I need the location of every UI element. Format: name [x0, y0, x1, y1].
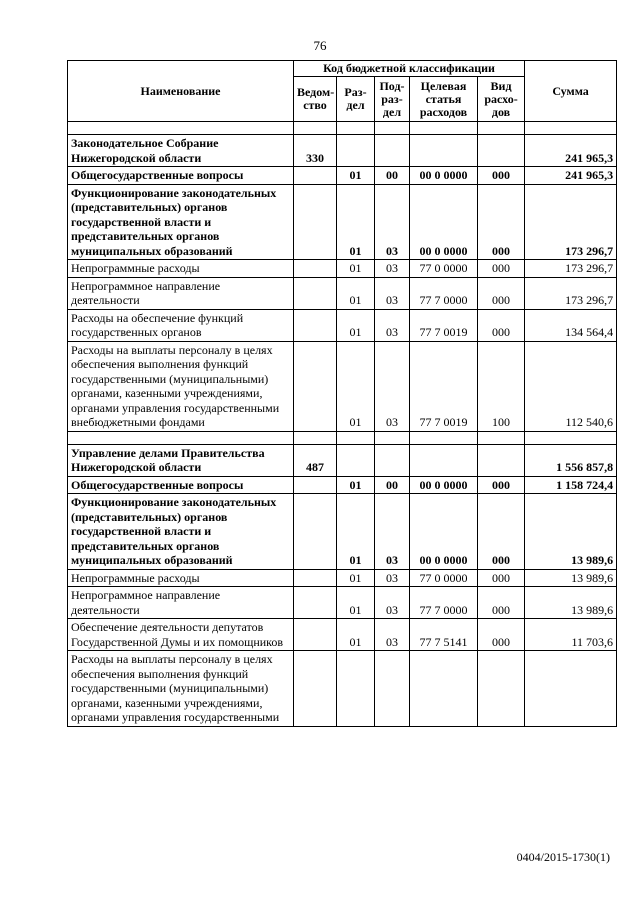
- row-name: Обеспечение деятельности депутатов Государственной Думы и их помощников: [68, 619, 294, 651]
- row-razdel: 01: [337, 619, 375, 651]
- spacer-cell: [375, 122, 410, 135]
- row-celevaya: 77 7 5141: [410, 619, 478, 651]
- row-summa: 173 296,7: [525, 184, 617, 260]
- table-row: [68, 184, 617, 260]
- row-name: Функционирование законодательных (представительных) органов государственной власти и представительных органов муниципальных образований: [68, 494, 294, 570]
- row-razdel: [337, 135, 375, 167]
- row-vedomstvo: 487: [294, 444, 337, 476]
- row-summa: [525, 651, 617, 727]
- row-razdel: 01: [337, 167, 375, 185]
- row-razdel: 01: [337, 309, 375, 341]
- row-podrazdel: [375, 444, 410, 476]
- row-vid: 000: [478, 494, 525, 570]
- header-name: Наименование: [68, 61, 294, 122]
- row-vid: 000: [478, 309, 525, 341]
- row-vid: [478, 444, 525, 476]
- row-podrazdel: 03: [375, 619, 410, 651]
- page-number: 76: [313, 38, 327, 53]
- row-name: Законодательное Собрание Нижегородской области: [68, 135, 294, 167]
- row-name: Общегосударственные вопросы: [68, 167, 294, 185]
- row-vedomstvo: 330: [294, 135, 337, 167]
- row-podrazdel: 03: [375, 184, 410, 260]
- spacer-cell: [337, 122, 375, 135]
- row-razdel: 01: [337, 587, 375, 619]
- row-summa: 13 989,6: [525, 587, 617, 619]
- row-celevaya: 00 0 0000: [410, 184, 478, 260]
- row-vedomstvo: [294, 184, 337, 260]
- row-summa: 241 965,3: [525, 167, 617, 185]
- row-vedomstvo: [294, 341, 337, 431]
- spacer-cell: [68, 122, 294, 135]
- row-vid: [478, 135, 525, 167]
- row-vedomstvo: [294, 476, 337, 494]
- row-name: Непрограммное направление деятельности: [68, 587, 294, 619]
- table-row: [68, 309, 617, 341]
- row-celevaya: 00 0 0000: [410, 167, 478, 185]
- document-code: 0404/2015-1730(1): [516, 850, 610, 864]
- spacer-cell: [337, 431, 375, 444]
- row-name: Расходы на обеспечение функций государственных органов: [68, 309, 294, 341]
- row-vid: 000: [478, 184, 525, 260]
- row-razdel: 01: [337, 277, 375, 309]
- row-summa: 11 703,6: [525, 619, 617, 651]
- row-summa: 134 564,4: [525, 309, 617, 341]
- row-razdel: 01: [337, 569, 375, 587]
- header-podrazdel: Под-раз-дел: [375, 77, 410, 122]
- header-razdel: Раз-дел: [337, 77, 375, 122]
- table-row: [68, 277, 617, 309]
- row-celevaya: [410, 444, 478, 476]
- header-sum: Сумма: [525, 61, 617, 122]
- spacer-cell: [68, 431, 294, 444]
- row-name: Непрограммные расходы: [68, 569, 294, 587]
- row-celevaya: 00 0 0000: [410, 476, 478, 494]
- row-summa: 173 296,7: [525, 277, 617, 309]
- row-vid: 000: [478, 587, 525, 619]
- row-podrazdel: 00: [375, 476, 410, 494]
- row-name: Управление делами Правительства Нижегородской области: [68, 444, 294, 476]
- row-celevaya: 00 0 0000: [410, 494, 478, 570]
- row-vedomstvo: [294, 167, 337, 185]
- row-name: Общегосударственные вопросы: [68, 476, 294, 494]
- row-vid: 000: [478, 167, 525, 185]
- spacer-cell: [294, 122, 337, 135]
- row-name: Расходы на выплаты персоналу в целях обеспечения выполнения функций государственными (муниципальными) органами, казенными учреждениями, органами управления государственными: [68, 651, 294, 727]
- spacer-cell: [410, 431, 478, 444]
- row-summa: 13 989,6: [525, 494, 617, 570]
- table-row: [68, 341, 617, 431]
- row-celevaya: 77 7 0000: [410, 587, 478, 619]
- table-row: [68, 494, 617, 570]
- row-podrazdel: 00: [375, 167, 410, 185]
- header-celevaya: Целевая статья расходов: [410, 77, 478, 122]
- row-summa: 112 540,6: [525, 341, 617, 431]
- row-vid: 000: [478, 569, 525, 587]
- row-razdel: 01: [337, 494, 375, 570]
- table-row: [68, 619, 617, 651]
- spacer-row: [68, 122, 617, 135]
- row-podrazdel: 03: [375, 277, 410, 309]
- row-vedomstvo: [294, 587, 337, 619]
- header-vid: Вид расхо-дов: [478, 77, 525, 122]
- spacer-cell: [410, 122, 478, 135]
- table-body: [68, 122, 617, 727]
- header-vedomstvo: Ведом-ство: [294, 77, 337, 122]
- table-row: [68, 260, 617, 278]
- row-name: Непрограммные расходы: [68, 260, 294, 278]
- table-row: [68, 444, 617, 476]
- row-vedomstvo: [294, 309, 337, 341]
- row-summa: 1 158 724,4: [525, 476, 617, 494]
- row-summa: 1 556 857,8: [525, 444, 617, 476]
- spacer-row: [68, 431, 617, 444]
- row-vedomstvo: [294, 260, 337, 278]
- spacer-cell: [375, 431, 410, 444]
- row-summa: 13 989,6: [525, 569, 617, 587]
- table-row: [68, 587, 617, 619]
- spacer-cell: [294, 431, 337, 444]
- row-vid: 000: [478, 260, 525, 278]
- row-razdel: [337, 444, 375, 476]
- row-celevaya: 77 0 0000: [410, 260, 478, 278]
- row-celevaya: [410, 135, 478, 167]
- row-razdel: 01: [337, 184, 375, 260]
- row-name: Расходы на выплаты персоналу в целях обеспечения выполнения функций государственными (муниципальными) органами, казенными учреждениями, органами управления государственными внебюджетными фондами: [68, 341, 294, 431]
- spacer-cell: [525, 431, 617, 444]
- row-podrazdel: [375, 135, 410, 167]
- row-razdel: 01: [337, 260, 375, 278]
- header-code-group: Код бюджетной классификации: [294, 61, 525, 77]
- row-vid: 000: [478, 277, 525, 309]
- table-row: [68, 476, 617, 494]
- row-razdel: 01: [337, 341, 375, 431]
- budget-table: [67, 60, 617, 727]
- table-row: [68, 135, 617, 167]
- row-vid: 000: [478, 619, 525, 651]
- row-vid: 100: [478, 341, 525, 431]
- row-podrazdel: 03: [375, 569, 410, 587]
- row-name: Непрограммное направление деятельности: [68, 277, 294, 309]
- table-row: [68, 569, 617, 587]
- row-vedomstvo: [294, 494, 337, 570]
- row-celevaya: 77 7 0019: [410, 309, 478, 341]
- row-name: Функционирование законодательных (представительных) органов государственной власти и представительных органов муниципальных образований: [68, 184, 294, 260]
- row-razdel: 01: [337, 476, 375, 494]
- row-vedomstvo: [294, 569, 337, 587]
- row-summa: 241 965,3: [525, 135, 617, 167]
- row-vedomstvo: [294, 619, 337, 651]
- table-row: [68, 167, 617, 185]
- spacer-cell: [478, 122, 525, 135]
- row-vid: 000: [478, 476, 525, 494]
- row-podrazdel: [375, 651, 410, 727]
- row-podrazdel: 03: [375, 309, 410, 341]
- spacer-cell: [525, 122, 617, 135]
- row-celevaya: [410, 651, 478, 727]
- row-podrazdel: 03: [375, 260, 410, 278]
- row-celevaya: 77 7 0000: [410, 277, 478, 309]
- table-row: [68, 651, 617, 727]
- row-podrazdel: 03: [375, 494, 410, 570]
- row-podrazdel: 03: [375, 341, 410, 431]
- spacer-cell: [478, 431, 525, 444]
- row-vid: [478, 651, 525, 727]
- row-vedomstvo: [294, 277, 337, 309]
- row-summa: 173 296,7: [525, 260, 617, 278]
- row-vedomstvo: [294, 651, 337, 727]
- row-podrazdel: 03: [375, 587, 410, 619]
- row-celevaya: 77 0 0000: [410, 569, 478, 587]
- row-razdel: [337, 651, 375, 727]
- row-celevaya: 77 7 0019: [410, 341, 478, 431]
